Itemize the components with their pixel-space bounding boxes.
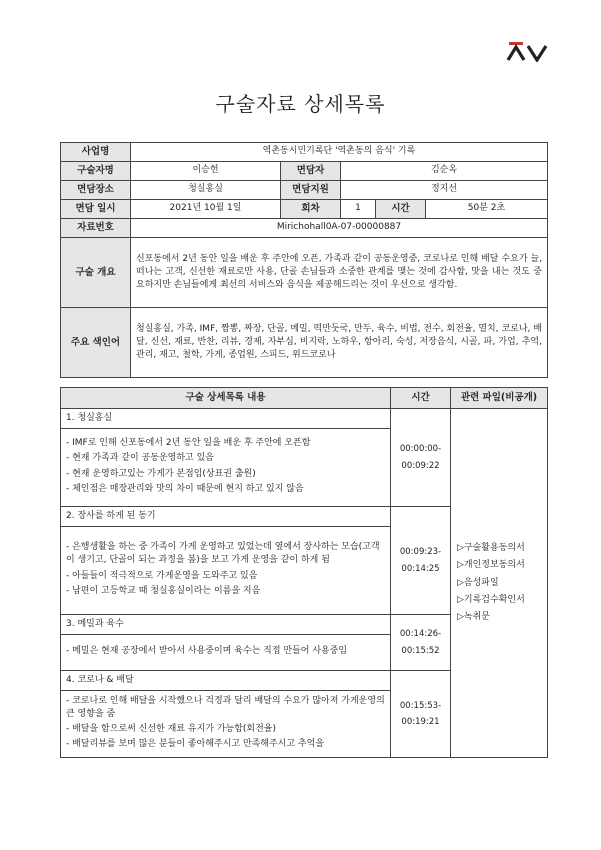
time-value: 50분 2초 (426, 200, 548, 219)
place-label: 면담장소 (61, 181, 131, 200)
list-item: - 은행생활을 하는 중 가족이 가게 운영하고 있었는데 옆에서 장사하는 모습(고객이 생기고, 단골이 되는 과정을 봄)을 보고 가게 운영을 같이 하게 됨 (66, 542, 380, 566)
time-label: 시간 (376, 200, 426, 219)
narrator-label: 구술자명 (61, 162, 131, 181)
support-value: 정지선 (341, 181, 548, 200)
list-item: - 아들들이 적극적으로 가게운영을 도와주고 있음 (66, 570, 258, 581)
id-value: Mirichohall0A-07-00000887 (131, 219, 548, 238)
archive-logo-icon (506, 40, 550, 62)
place-value: 청실홍실 (131, 181, 281, 200)
document-title: 구술자료 상세목록 (215, 92, 386, 116)
section-title: 4. 코로나 & 배달 (61, 671, 391, 691)
contents-table (60, 387, 548, 758)
keywords-label: 주요 색인어 (61, 308, 131, 378)
time-header: 시간 (391, 388, 451, 409)
narrator-value: 이승헌 (131, 162, 281, 181)
date-label: 면담 일시 (61, 200, 131, 219)
section-time: 00:00:00- 00:09:22 (391, 409, 451, 507)
session-label: 회차 (281, 200, 341, 219)
section-title: 3. 메밀과 육수 (61, 615, 391, 635)
support-label: 면담지원 (281, 181, 341, 200)
file-item[interactable]: ▷개인정보동의서 (457, 560, 525, 571)
files-header: 관련 파일(비공개) (451, 388, 548, 409)
keywords-value: 청실홍실, 가족, IMF, 짬뽕, 짜장, 단골, 메밀, 떡만둣국, 만두, 육수, 비법, 전수, 회전율, 멸치, 코로나, 배달, 신선, 재료, 반찬, 리뷰, 경제, 자부심, 비지락, 노하우, 항아리, 숙성, 저장음식, 시골, 파, 가업, 추억, 관리, 재고, 철학, 가게, 종업원, 스피드, 위드코로나 (131, 308, 548, 378)
section-time: 00:15:53- 00:19:21 (391, 671, 451, 758)
file-item[interactable]: ▷음성파일 (457, 577, 499, 588)
file-item[interactable]: ▷구술활용동의서 (457, 543, 525, 554)
project-label: 사업명 (61, 143, 131, 162)
list-item: - 남편이 고등학교 때 청실홍실이라는 이름을 지음 (66, 585, 261, 596)
list-item: - 현재 운영하고있는 가게가 본점임(상표권 출원) (66, 468, 256, 479)
summary-label: 구술 개요 (61, 238, 131, 308)
section-time: 00:14:26- 00:15:52 (391, 615, 451, 671)
related-files (451, 409, 548, 758)
interviewer-label: 면담자 (281, 162, 341, 181)
list-item: - 메밀은 현재 공장에서 받아서 사용중이며 육수는 직접 만들어 사용중임 (66, 645, 348, 656)
file-item[interactable]: ▷녹취문 (457, 611, 491, 622)
list-item: - 배달을 함으로써 신선한 재료 유지가 가능함(회전율) (66, 724, 277, 735)
section-title: 2. 장사를 하게 된 동기 (61, 507, 391, 527)
date-value: 2021년 10월 1일 (131, 200, 281, 219)
interviewer-value: 김순옥 (341, 162, 548, 181)
list-item: - 배달리뷰를 보며 많은 분들이 좋아해주시고 만족해주시고 추억을 (66, 739, 325, 750)
list-item: - 코로나로 인해 배달을 시작했으나 걱정과 달리 배달의 수요가 많아져 가게운영의 큰 영향을 줌 (66, 696, 385, 720)
list-item: - 현재 가족과 같이 공동운영하고 있음 (66, 453, 214, 464)
summary-value: 신포동에서 2년 동안 일을 배운 후 주안에 오픈, 가족과 같이 공동운영중, 코로나로 인해 배달 수요가 늘, 떠나는 고객, 신선한 재료로만 사용, 단골 손님들과 소중한 관계를 맺는 것에 감사함, 맛을 내는 것도 중요하지만 손님들에게 최선의 서비스와 음식을 제공해드리는 것이 우선으로 생각함. (131, 238, 548, 308)
id-label: 자료번호 (61, 219, 131, 238)
list-item: - IMF로 인해 신포동에서 2년 동안 일을 배운 후 주안에 오픈함 (66, 438, 311, 449)
contents-header: 구술 상세목록 내용 (61, 388, 391, 409)
section-items (61, 691, 391, 758)
section-title: 1. 청실홍실 (61, 409, 391, 429)
session-value: 1 (341, 200, 376, 219)
section-items (61, 635, 391, 671)
section-items (61, 429, 391, 507)
info-table (60, 142, 548, 378)
section-items (61, 527, 391, 615)
file-item[interactable]: ▷기록검수확인서 (457, 594, 525, 605)
section-time: 00:09:23- 00:14:25 (391, 507, 451, 615)
list-item: - 체인점은 매장관리와 맛의 차이 때문에 현지 하고 있지 않음 (66, 483, 304, 494)
project-value: 역촌동시민기록단 '역촌동의 음식' 기록 (131, 143, 548, 162)
